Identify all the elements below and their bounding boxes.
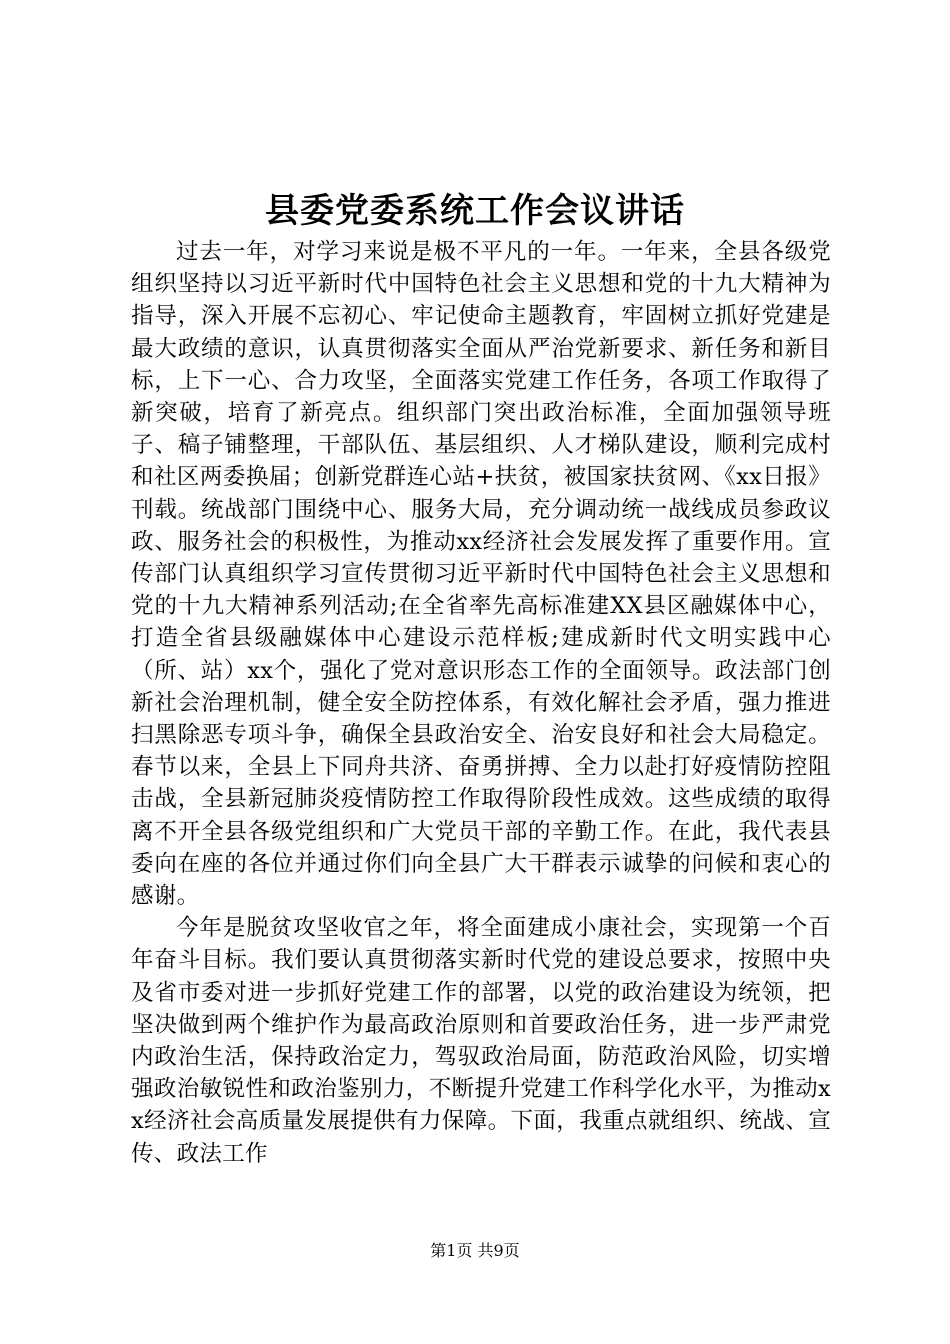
paragraph-2: 今年是脱贫攻坚收官之年，将全面建成小康社会，实现第一个百年奋斗目标。我们要认真贯彻落实新时代党的建设总要求，按照中央及省市委对进一步抓好党建工作的部署，以党的政治建设为统领，把坚决做到两个维护作为最高政治原则和首要政治任务，进一步严肃党内政治生活，保持政治定力，驾驭政治局面，防范政治风险，切实增强政治敏锐性和政治鉴别力，不断提升党建工作科学化水平，为推动xx经济社会高质量发展提供有力保障。下面，我重点就组织、统战、宣传、政法工作 (131, 915, 831, 1167)
document-body (131, 236, 831, 1170)
page-number-footer: 第1页 共9页 (430, 1241, 520, 1260)
paragraph-1: 过去一年，对学习来说是极不平凡的一年。一年来，全县各级党组织坚持以习近平新时代中国特色社会主义思想和党的十九大精神为指导，深入开展不忘初心、牢记使命主题教育，牢固树立抓好党建是最大政绩的意识，认真贯彻落实全面从严治党新要求、新任务和新目标，上下一心、合力攻坚，全面落实党建工作任务，各项工作取得了新突破，培育了新亮点。组织部门突出政治标准，全面加强领导班子、稿子铺整理，干部队伍、基层组织、人才梯队建设，顺利完成村和社区两委换届；创新党群连心站+扶贫，被国家扶贫网、《xx日报》刊载。统战部门围绕中心、服务大局，充分调动统一战线成员参政议政、服务社会的积极性，为推动xx经济社会发展发挥了重要作用。宣传部门认真组织学习宣传贯彻习近平新时代中国特色社会主义思想和党的十九大精神系列活动;在全省率先高标准建XX县区融媒体中心，打造全省县级融媒体中心建设示范样板;建成新时代文明实践中心（所、站）xx个，强化了党对意识形态工作的全面领导。政法部门创新社会治理机制，健全安全防控体系，有效化解社会矛盾，强力推进扫黑除恶专项斗争，确保全县政治安全、治安良好和社会大局稳定。春节以来，全县上下同舟共济、奋勇拼搏、全力以赴打好疫情防控阻击战，全县新冠肺炎疫情防控工作取得阶段性成效。这些成绩的取得离不开全县各级党组织和广大党员干部的辛勤工作。在此，我代表县委向在座的各位并通过你们向全县广大干群表示诚挚的问候和衷心的感谢。 (131, 239, 831, 910)
document-title: 县委党委系统工作会议讲话 (265, 191, 685, 231)
